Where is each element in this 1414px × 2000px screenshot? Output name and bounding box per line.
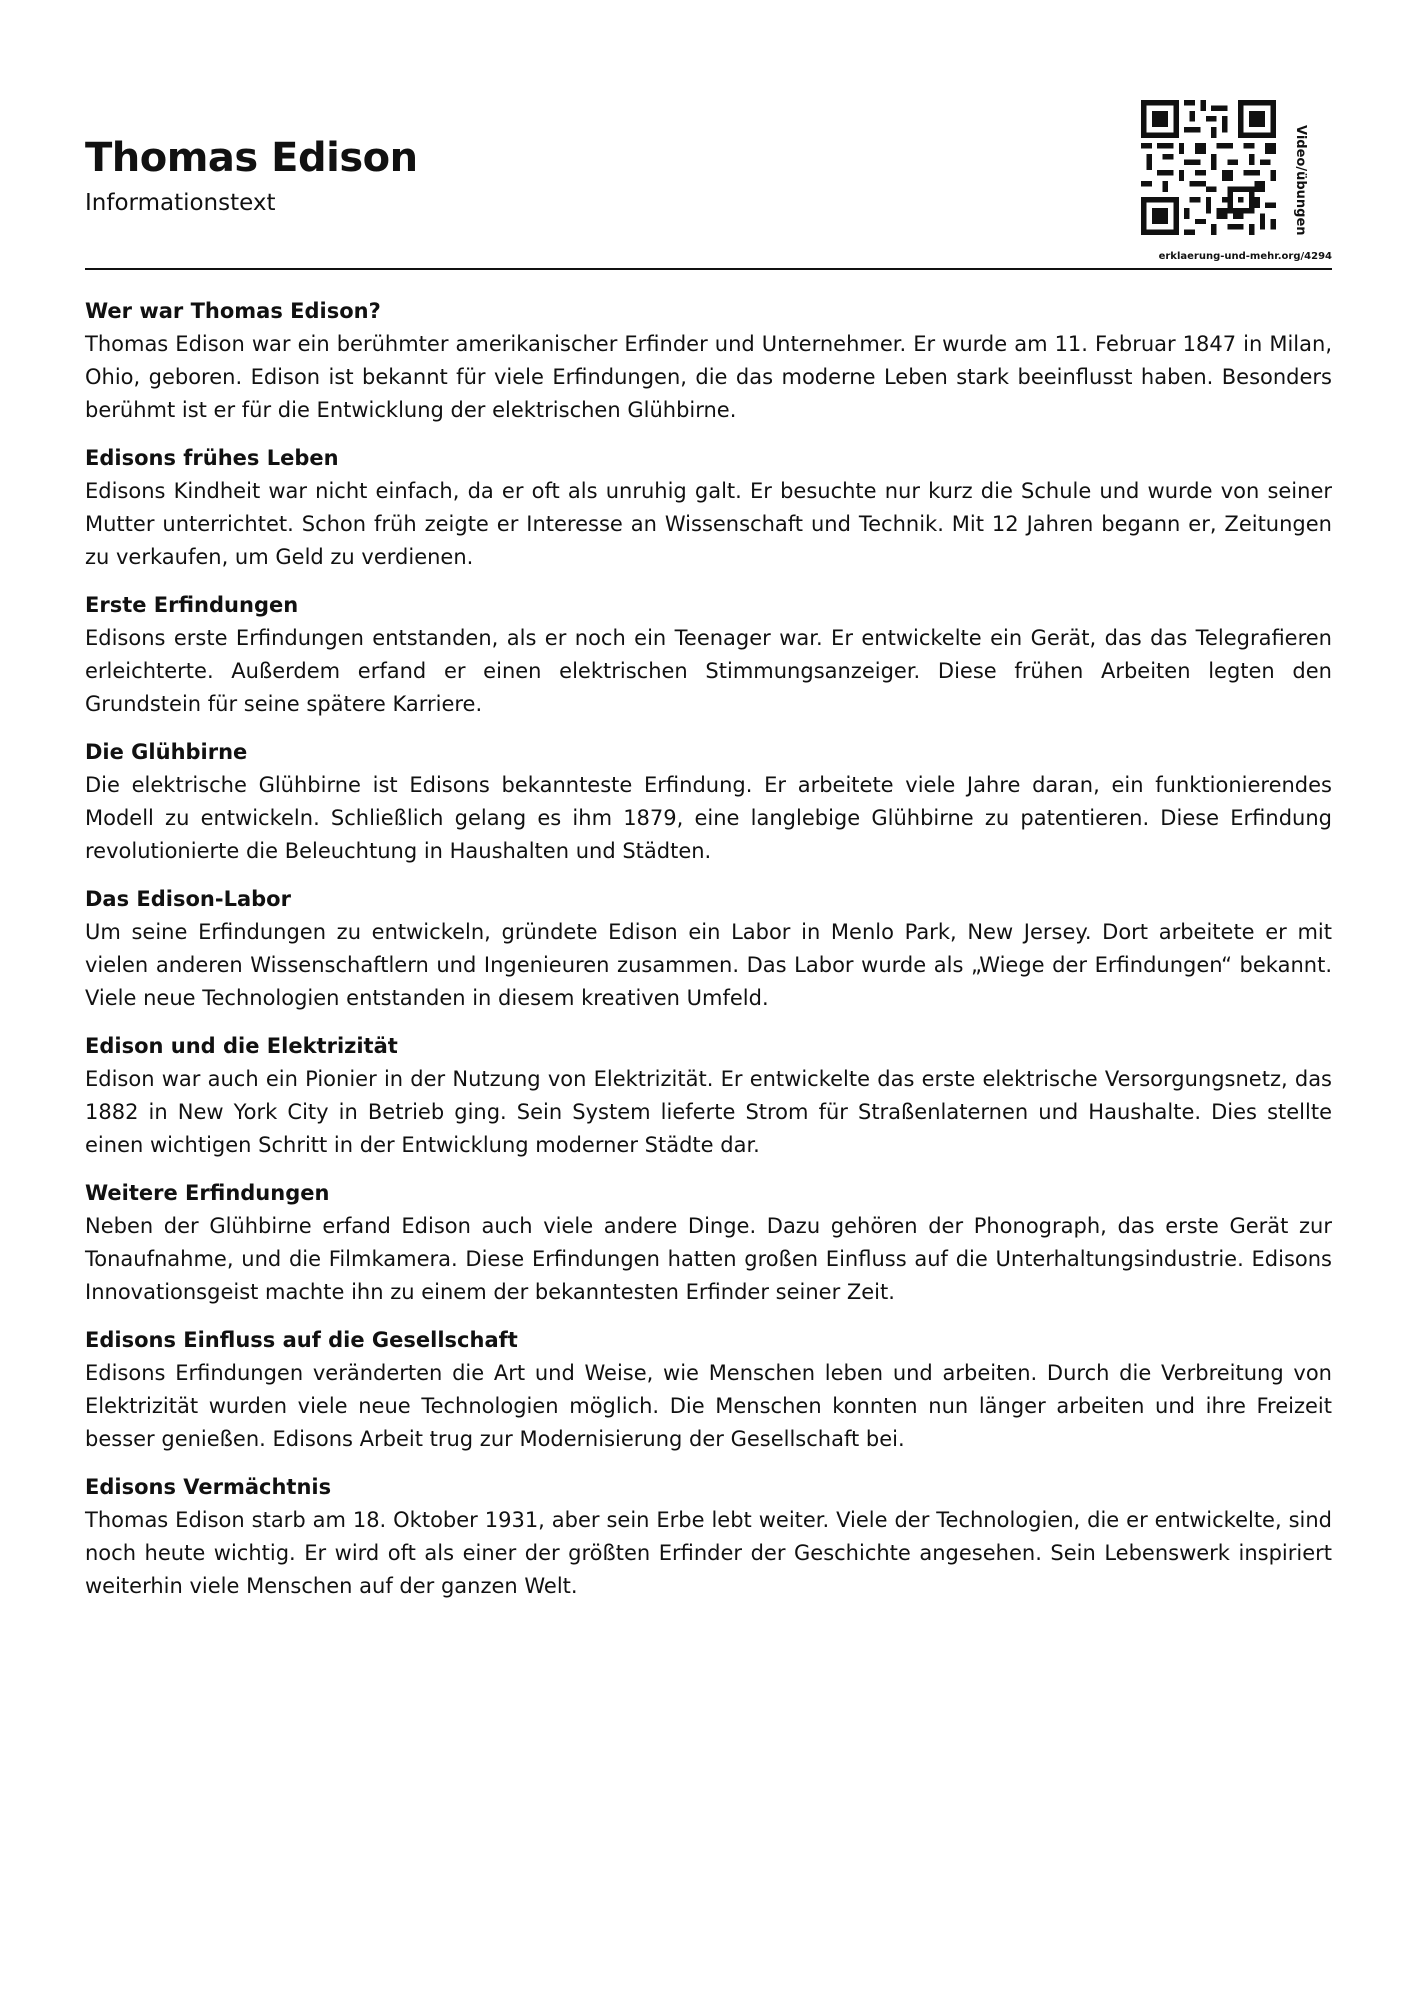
section-heading: Edisons Einfluss auf die Gesellschaft — [85, 1328, 518, 1352]
section-paragraph: Neben der Glühbirne erfand Edison auch viele andere Dinge. Dazu gehören der Phonograph, das erste Gerät zur Tonaufnahme, und die Filmkamera. Diese Erfindungen hatten großen Einfluss auf die Unterhaltungsindustrie. Edisons Innovationsgeist machte ihn zu einem der bekanntesten Erfinder seiner Zeit. — [85, 1214, 1332, 1304]
section-early-life — [85, 442, 1332, 574]
section-paragraph: Edisons Kindheit war nicht einfach, da er oft als unruhig galt. Er besuchte nur kurz die Schule und wurde von seiner Mutter unterrichtet. Schon früh zeigte er Interesse an Wissenschaft und Technik. Mit 12 Jahren begann er, Zeitungen zu verkaufen, um Geld zu verdienen. — [85, 479, 1332, 569]
section-influence-society — [85, 1324, 1332, 1456]
page-title: Thomas Edison — [85, 135, 418, 181]
section-heading: Edisons frühes Leben — [85, 446, 339, 470]
section-further-inventions — [85, 1177, 1332, 1309]
qr-code-graphic — [1141, 100, 1276, 235]
page-subtitle: Informationstext — [85, 190, 276, 216]
section-first-inventions — [85, 589, 1332, 721]
section-paragraph: Edisons erste Erfindungen entstanden, als er noch ein Teenager war. Er entwickelte ein Gerät, das das Telegrafieren erleichterte. Außerdem erfand er einen elektrischen Stimmungsanzeiger. Diese frühen Arbeiten legten den Grundstein für seine spätere Karriere. — [85, 626, 1332, 716]
section-paragraph: Die elektrische Glühbirne ist Edisons bekannteste Erfindung. Er arbeitete viele Jahre daran, ein funktionierendes Modell zu entwickeln. Schließlich gelang es ihm 1879, eine langlebige Glühbirne zu patentieren. Diese Erfindung revolutionierte die Beleuchtung in Haushalten und Städten. — [85, 773, 1332, 863]
section-edison-lab — [85, 883, 1332, 1015]
section-paragraph: Thomas Edison war ein berühmter amerikanischer Erfinder und Unternehmer. Er wurde am 11. Februar 1847 in Milan, Ohio, geboren. Edison ist bekannt für viele Erfindungen, die das moderne Leben stark beeinflusst haben. Besonders berühmt ist er für die Entwicklung der elektrischen Glühbirne. — [85, 332, 1332, 422]
section-electricity — [85, 1030, 1332, 1162]
section-heading: Weitere Erfindungen — [85, 1181, 330, 1205]
header-divider — [85, 268, 1332, 270]
section-paragraph: Um seine Erfindungen zu entwickeln, gründete Edison ein Labor in Menlo Park, New Jersey. Dort arbeitete er mit vielen anderen Wissenschaftlern und Ingenieuren zusammen. Das Labor wurde als „Wiege der Erfindungen“ bekannt. Viele neue Technologien entstanden in diesem kreativen Umfeld. — [85, 920, 1332, 1010]
section-heading: Edisons Vermächtnis — [85, 1475, 332, 1499]
section-paragraph: Edisons Erfindungen veränderten die Art und Weise, wie Menschen leben und arbeiten. Durch die Verbreitung von Elektrizität wurden viele neue Technologien möglich. Die Menschen konnten nun länger arbeiten und ihre Freizeit besser genießen. Edisons Arbeit trug zur Modernisierung der Gesellschaft bei. — [85, 1361, 1332, 1451]
source-url[interactable]: erklaerung-und-mehr.org/4294 — [1158, 251, 1332, 262]
section-heading: Erste Erfindungen — [85, 593, 299, 617]
qr-code-icon[interactable] — [1141, 100, 1276, 235]
article-body — [85, 295, 1332, 1618]
section-heading: Das Edison-Labor — [85, 887, 291, 911]
section-heading: Die Glühbirne — [85, 740, 248, 764]
video-exercises-label: Video/übungen — [1293, 125, 1308, 236]
section-light-bulb — [85, 736, 1332, 868]
section-heading: Wer war Thomas Edison? — [85, 299, 381, 323]
section-paragraph: Thomas Edison starb am 18. Oktober 1931, aber sein Erbe lebt weiter. Viele der Technologien, die er entwickelte, sind noch heute wichtig. Er wird oft als einer der größten Erfinder der Geschichte angesehen. Sein Lebenswerk inspiriert weiterhin viele Menschen auf der ganzen Welt. — [85, 1508, 1332, 1598]
section-heading: Edison und die Elektrizität — [85, 1034, 398, 1058]
section-who-was-edison — [85, 295, 1332, 427]
section-legacy — [85, 1471, 1332, 1603]
section-paragraph: Edison war auch ein Pionier in der Nutzung von Elektrizität. Er entwickelte das erste elektrische Versorgungsnetz, das 1882 in New York City in Betrieb ging. Sein System lieferte Strom für Straßenlaternen und Haushalte. Dies stellte einen wichtigen Schritt in der Entwicklung moderner Städte dar. — [85, 1067, 1332, 1157]
